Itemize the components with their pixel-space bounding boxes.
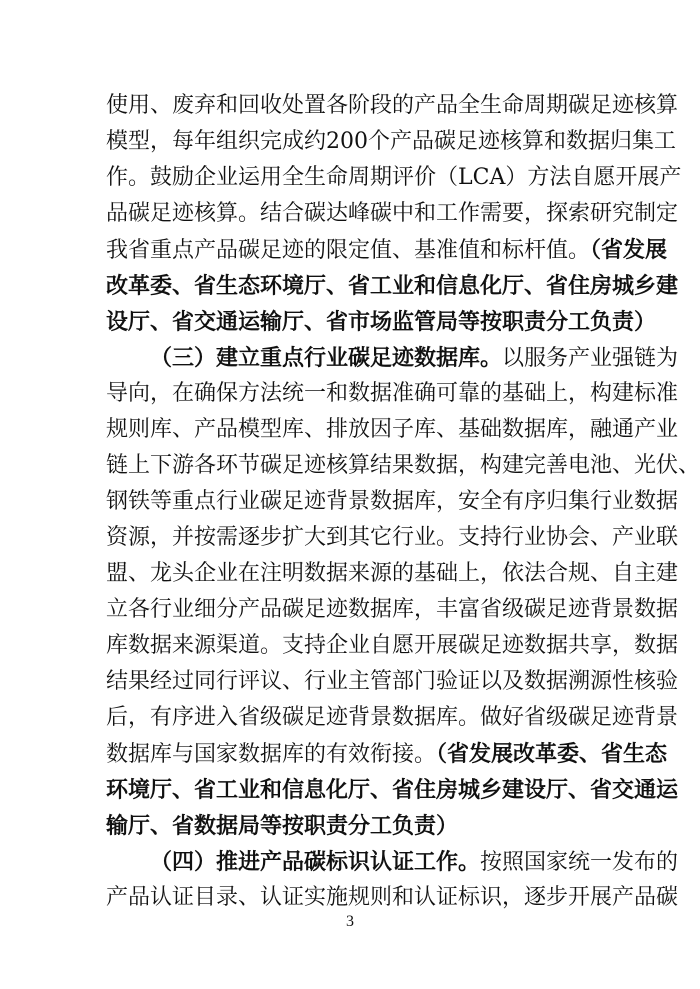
text-line: 链上下游各环节碳足迹核算结果数据，构建完善电池、光伏、 xyxy=(106,453,700,478)
text-line: 立各行业细分产品碳足迹数据库，丰富省级碳足迹背景数据 xyxy=(106,597,679,622)
section-heading-line xyxy=(150,342,679,374)
text-line: 资源，并按需逐步扩大到其它行业。支持行业协会、产业联 xyxy=(106,525,679,550)
text-line: 作。鼓励企业运用全生命周期评价（LCA）方法自愿开展产 xyxy=(106,165,682,190)
text-line: 钢铁等重点行业碳足迹背景数据库，安全有序归集行业数据 xyxy=(106,489,679,514)
text-line: 模型，每年组织完成约200个产品碳足迹核算和数据归集工 xyxy=(106,129,676,154)
text-line xyxy=(106,234,668,266)
responsibility-note-line: 设厅、省交通运输厅、省市场监管局等按职责分工负责） xyxy=(106,309,657,335)
section-heading: （三）建立重点行业碳足迹数据库。 xyxy=(150,345,503,371)
text-line: 盟、龙头企业在注明数据来源的基础上，依法合规、自主建 xyxy=(106,561,679,586)
text-line: 库数据来源渠道。支持企业自愿开展碳足迹数据共享，数据 xyxy=(106,633,679,658)
text-line: 规则库、产品模型库、排放因子库、基础数据库，融通产业 xyxy=(106,417,679,442)
responsibility-note-line: 环境厅、省工业和信息化厅、省住房城乡建设厅、省交通运 xyxy=(106,777,679,803)
text-line: 结果经过同行评议、行业主管部门验证以及数据溯源性核验 xyxy=(106,669,679,694)
section-heading-line xyxy=(150,846,679,878)
section-heading: （四）推进产品碳标识认证工作。 xyxy=(150,849,481,875)
text-line: 后，有序进入省级碳足迹背景数据库。做好省级碳足迹背景 xyxy=(106,705,679,730)
text-line xyxy=(106,738,668,770)
text-line: 使用、废弃和回收处置各阶段的产品全生命周期碳足迹核算 xyxy=(106,93,679,118)
text-segment: 我省重点产品碳足迹的限定值、基准值和标杆值。 xyxy=(106,238,591,263)
page-number: 3 xyxy=(346,913,354,930)
text-line: 品碳足迹核算。结合碳达峰碳中和工作需要，探索研究制定 xyxy=(106,201,679,226)
responsibility-note-line: 输厅、省数据局等按职责分工负责） xyxy=(106,813,459,839)
responsibility-note-line: 改革委、省生态环境厅、省工业和信息化厅、省住房城乡建 xyxy=(106,273,679,299)
responsibility-note: （省发展 xyxy=(590,237,668,263)
responsibility-note: （省发展改革委、省生态 xyxy=(436,741,668,767)
text-segment: 数据库与国家数据库的有效衔接。 xyxy=(106,742,437,767)
text-line: 导向，在确保方法统一和数据准确可靠的基础上，构建标准 xyxy=(106,381,679,406)
text-segment: 按照国家统一发布的 xyxy=(480,850,679,875)
text-segment: 以服务产业强链为 xyxy=(502,346,679,371)
text-line: 产品认证目录、认证实施规则和认证标识，逐步开展产品碳 xyxy=(106,885,679,910)
